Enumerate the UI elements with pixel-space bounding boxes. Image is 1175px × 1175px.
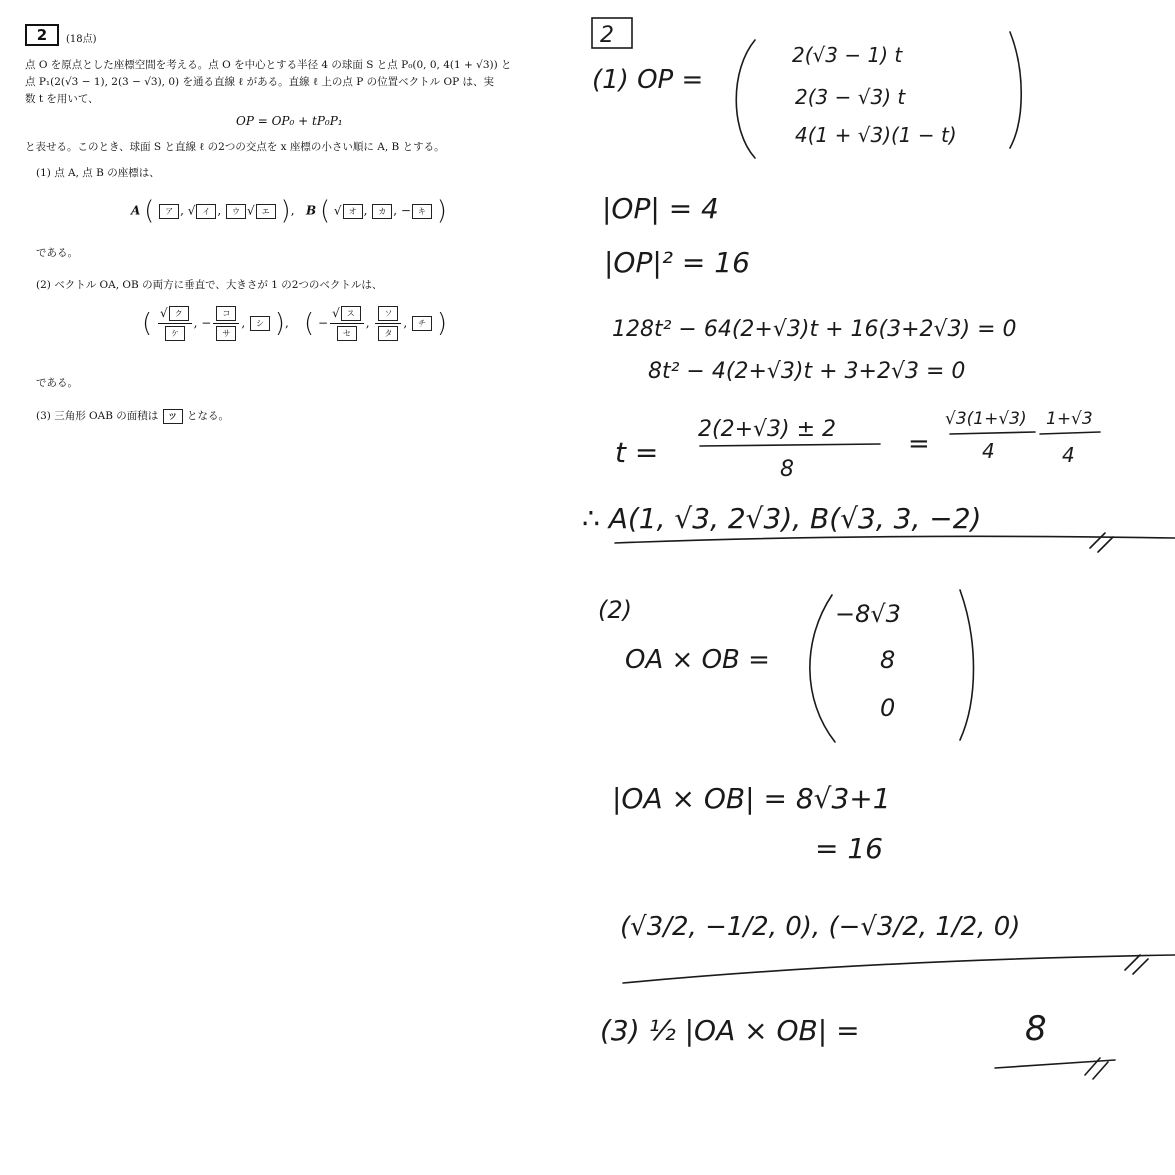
main-equation: OP = OP₀ + tP₀P₁ <box>236 114 343 128</box>
answer-box-ko: コ <box>216 306 236 321</box>
double-slash-2 <box>1125 955 1148 974</box>
answer-template-1: A ( ア , √ イ , ウ √ エ ), B ( √ オ , カ , − キ ) <box>131 196 447 226</box>
hand-t-den: 8 <box>780 457 794 482</box>
vector-left-paren <box>736 40 755 158</box>
t-root1-bar <box>950 432 1035 434</box>
underline-2 <box>623 955 1175 983</box>
hand-answer-2: (√3/2, −1/2, 0), (−√3/2, 1/2, 0) <box>620 912 1021 942</box>
answer-box-so: ソ <box>378 306 398 321</box>
answer-box-chi: チ <box>412 316 432 331</box>
answer-box-i: イ <box>196 204 216 219</box>
hand-t-eq: = <box>908 429 930 459</box>
hand-t-lhs: t = <box>615 436 659 469</box>
hand-header: 2 <box>600 23 614 48</box>
intro-line-2: 点 P₁(2(√3 − 1), 2(3 − √3), 0) を通る直線 ℓ がある。直線 ℓ 上の点 P の位置ベクトル OP は、実 <box>25 76 494 88</box>
problem-panel <box>0 0 580 460</box>
hand-t-num: 2(2+√3) ± 2 <box>698 417 837 442</box>
hand-t-root1-den: 4 <box>982 439 995 463</box>
dearu-1: である。 <box>36 247 78 259</box>
question-1-text: (1) 点 A, 点 B の座標は、 <box>36 167 160 179</box>
hand-t-root2-den: 4 <box>1062 443 1075 467</box>
answer-template-2: ( $\frac{\text{√ ク}}{\text{ケ}}$ , − $\frac{\text{コ}}{\text{サ}}$ , シ ), ( − $\frac{\text{√ ス}}{\text{セ}}$ , $\frac{\text{ソ}}{\text{タ}}$ , チ ) <box>142 306 447 341</box>
hand-p1-lhs: (1) OP = <box>592 65 704 95</box>
hand-cross-vec-1: −8√3 <box>835 600 901 628</box>
hand-t-root1-num: √3(1+√3) <box>945 409 1027 429</box>
answer-box-a: ア <box>159 204 179 219</box>
answer-box-shi: シ <box>250 316 270 331</box>
point-a-label: A <box>131 203 141 218</box>
hand-cross-norm-2: = 16 <box>815 832 883 865</box>
t-fraction-bar <box>700 444 880 446</box>
vector-right-paren <box>1010 32 1021 148</box>
point-b-label: B <box>305 203 317 218</box>
answer-box-sa: サ <box>216 326 236 341</box>
t-root2-bar <box>1040 432 1100 434</box>
hand-p3: (3) ½ |OA × OB| = <box>600 1014 860 1047</box>
answer-box-ku: ク <box>169 306 189 321</box>
answer-box-ka: カ <box>372 204 392 219</box>
question-3-after: となる。 <box>186 410 229 422</box>
answer-box-u: ウ <box>226 204 246 219</box>
hand-p1-vec-1: 2(√3 − 1) t <box>792 43 903 67</box>
question-3-text <box>36 407 576 426</box>
answer-box-ta: タ <box>378 326 398 341</box>
hand-cross-norm: |OA × OB| = 8√3+1 <box>612 782 891 815</box>
hand-norm-1: |OP| = 4 <box>602 192 719 225</box>
intro-line-3: 数 t を用いて、 <box>25 93 99 105</box>
question-3-before: (3) 三角形 OAB の面積は <box>36 410 159 422</box>
answer-box-se: セ <box>337 326 357 341</box>
answer-box-tsu: ツ <box>163 409 183 424</box>
hand-p1-vec-2: 2(3 − √3) t <box>795 85 906 109</box>
hand-cross-vec-2: 8 <box>880 646 896 674</box>
cross-left-paren <box>810 595 835 742</box>
hand-cross-vec-3: 0 <box>880 694 896 722</box>
dearu-2: である。 <box>36 377 78 389</box>
hand-eq-1: 128t² − 64(2+√3)t + 16(3+2√3) = 0 <box>612 317 1017 342</box>
intro-line-4: と表せる。このとき、球面 S と直線 ℓ の2つの交点を x 座標の小さい順に A, B とする。 <box>25 141 445 153</box>
hand-p1-vec-3: 4(1 + √3)(1 − t) <box>795 123 957 147</box>
cross-right-paren <box>960 590 974 740</box>
hand-cross-lhs: OA × OB = <box>625 645 770 675</box>
answer-box-o: オ <box>343 204 363 219</box>
hand-eq-2: 8t² − 4(2+√3)t + 3+2√3 = 0 <box>648 359 966 384</box>
answer-box-ke: ケ <box>165 326 185 341</box>
underline-1 <box>615 536 1175 543</box>
intro-line-1: 点 O を原点とした座標空間を考える。点 O を中心とする半径 4 の球面 S と点 P₀(0, 0, 4(1 + √3)) と <box>25 59 512 71</box>
question-2-text: (2) ベクトル OA, OB の両方に垂直で、大きさが 1 の2つのベクトルは、 <box>36 279 383 291</box>
hand-norm-2: |OP|² = 16 <box>604 246 750 279</box>
points-label: (18点) <box>66 34 97 45</box>
answer-box-ki: キ <box>412 204 432 219</box>
hand-answer-3: 8 <box>1025 1009 1047 1049</box>
hand-p2-label: (2) <box>598 596 632 624</box>
question-number: 2 <box>25 24 59 46</box>
hand-answer-1: ∴ A(1, √3, 2√3), B(√3, 3, −2) <box>582 502 982 535</box>
answer-box-su: ス <box>341 306 361 321</box>
double-slash-1 <box>1090 533 1113 552</box>
answer-box-e: エ <box>256 204 276 219</box>
handwritten-solution <box>570 0 1175 1175</box>
hand-t-root2-num: 1+√3 <box>1046 409 1093 429</box>
